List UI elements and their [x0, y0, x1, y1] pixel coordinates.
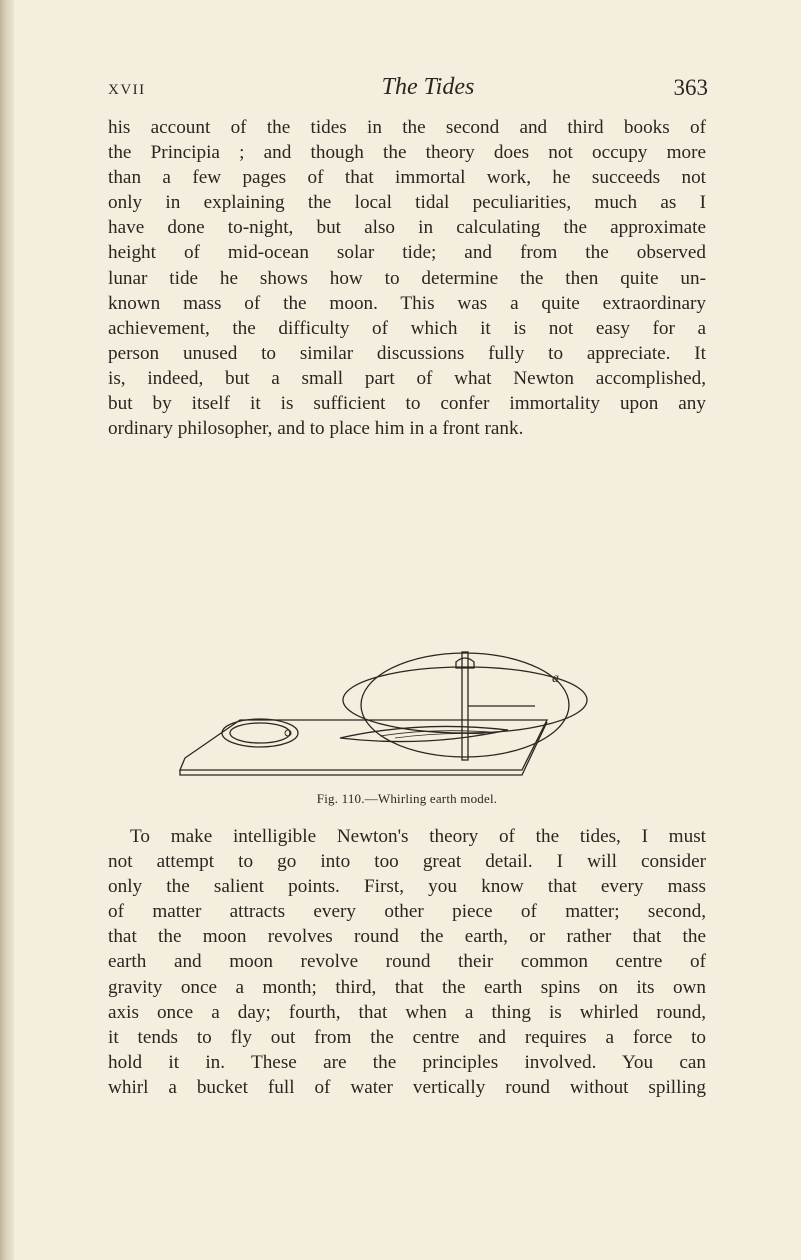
paragraph-2-line: not attempt to go into too great detail. I will consider: [108, 851, 706, 873]
paragraph-2-line: earth and moon revolve round their common centre of: [108, 951, 706, 973]
label-a: a: [552, 671, 559, 686]
paragraph-1-line: the Principia ; and though the theory does not occupy more: [108, 142, 706, 164]
paragraph-2-line: that the moon revolves round the earth, or rather that the: [108, 926, 706, 948]
paragraph-2-line: of matter attracts every other piece of matter; second,: [108, 901, 706, 923]
chapter-number: XVII: [108, 82, 146, 98]
paragraph-2-line: hold it in. These are the principles involved. You can: [108, 1051, 706, 1073]
paragraph-2-line: To make intelligible Newton's theory of the tides, I must: [130, 826, 706, 847]
figure-caption: Fig. 110.—Whirling earth model.: [316, 791, 498, 806]
running-title: The Tides: [381, 74, 475, 100]
paragraph-2-line: gravity once a month; third, that the earth spins on its own: [108, 976, 706, 998]
paragraph-2-line: whirl a bucket full of water vertically round without spilling: [108, 1076, 706, 1098]
paragraph-1-line: achievement, the difficulty of which it is not easy for a: [108, 317, 706, 339]
paragraph-1-line: have done to-night, but also in calculating the approximate: [108, 217, 706, 239]
paragraph-1-line: his account of the tides in the second and third books of: [108, 117, 706, 138]
paragraph-1-line: lunar tide he shows how to determine the then quite un-: [108, 267, 706, 289]
running-header: [108, 74, 708, 108]
paragraph-2: [108, 824, 706, 1100]
paragraph-2-line: only the salient points. First, you know that every mass: [108, 876, 706, 898]
paragraph-1-line: but by itself it is sufficient to confer immortality upon any: [108, 393, 706, 415]
water-envelope-ellipse: [343, 667, 587, 733]
page-number: 363: [673, 75, 708, 100]
paragraph-1-line: only in explaining the local tidal peculiarities, much as I: [108, 192, 706, 214]
paragraph-1-line: height of mid-ocean solar tide; and from the observed: [108, 242, 706, 264]
page-edge: [0, 0, 14, 1260]
paragraph-1-line: than a few pages of that immortal work, he succeeds not: [108, 167, 706, 189]
base-board-edge: [180, 722, 547, 775]
paragraph-1-line: known mass of the moon. This was a quite extraordinary: [108, 292, 706, 314]
paragraph-2-line: axis once a day; fourth, that when a thing is whirled round,: [108, 1001, 706, 1023]
basin-left-inner: [230, 723, 290, 743]
paragraph-1: [108, 115, 706, 441]
paragraph-2-line: it tends to fly out from the centre and requires a force to: [108, 1026, 706, 1048]
paragraph-1-line: person unused to similar discussions fully to appreciate. It: [108, 342, 706, 364]
whirling-earth-model-figure: [170, 650, 600, 780]
paragraph-1-line: ordinary philosopher, and to place him in a front rank.: [108, 418, 524, 440]
paragraph-1-line: is, indeed, but a small part of what Newton accomplished,: [108, 367, 706, 389]
